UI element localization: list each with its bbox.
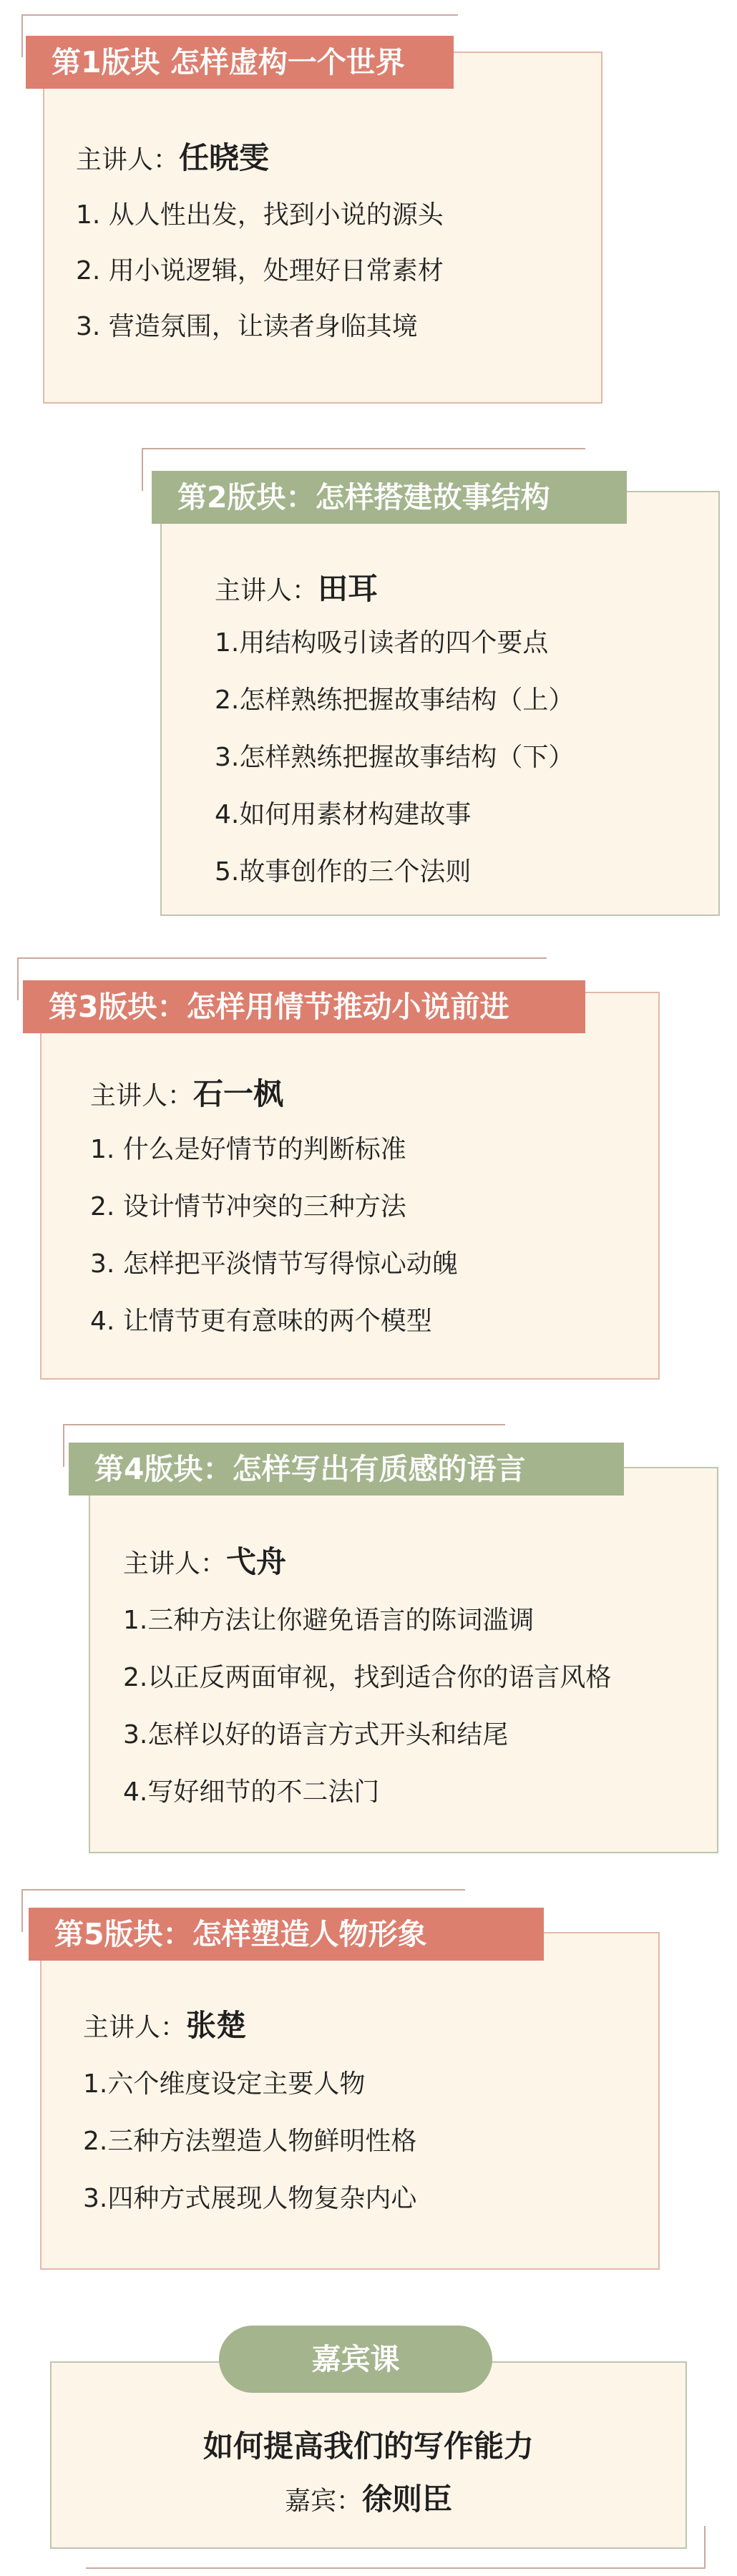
presenter-label: 主讲人： (123, 1549, 227, 1579)
section-card-5 (40, 1932, 660, 2270)
decor-line (704, 2526, 706, 2569)
decor-line (21, 14, 458, 16)
list-item: 2. 用小说逻辑，处理好日常素材 (76, 256, 444, 286)
decor-line (86, 2567, 706, 2569)
list-item: 2.以正反两面审视，找到适合你的语言风格 (123, 1663, 612, 1692)
decor-line (21, 1889, 465, 1890)
list-item: 1. 从人性出发，找到小说的源头 (76, 200, 444, 230)
presenter-name: 任晓雯 (179, 140, 270, 175)
guest-course-title: 如何提高我们的写作能力 (202, 2429, 534, 2464)
list-item: 1.六个维度设定主要人物 (83, 2069, 366, 2099)
decor-line (142, 448, 143, 491)
presenter-label: 主讲人： (83, 2013, 187, 2042)
presenter-name: 张楚 (186, 2008, 247, 2043)
presenter-5 (83, 2002, 246, 2045)
list-item: 3.怎样以好的语言方式开头和结尾 (123, 1720, 509, 1750)
presenter-name: 弋舟 (226, 1544, 287, 1579)
presenter-4 (123, 1538, 286, 1581)
guest-label: 嘉宾： (284, 2487, 362, 2516)
guest-name: 徐则臣 (362, 2482, 453, 2517)
list-item: 2. 设计情节冲突的三种方法 (90, 1192, 406, 1221)
list-item: 3. 怎样把平淡情节写得惊心动魄 (90, 1249, 458, 1279)
list-item: 4. 让情节更有意味的两个模型 (90, 1307, 432, 1336)
presenter-name: 田耳 (318, 571, 379, 606)
list-item: 4.写好细节的不二法门 (123, 1777, 380, 1807)
list-item: 2.三种方法塑造人物鲜明性格 (83, 2127, 417, 2156)
section-title-5: 第5版块：怎样塑造人物形象 (29, 1908, 544, 1961)
decor-line (142, 448, 585, 449)
section-title-4: 第4版块：怎样写出有质感的语言 (69, 1443, 624, 1496)
section-title-3: 第3版块：怎样用情节推动小说前进 (23, 980, 585, 1033)
decor-line (17, 957, 19, 1000)
list-item: 1. 什么是好情节的判断标准 (90, 1135, 406, 1164)
presenter-3 (90, 1070, 283, 1113)
presenter-name: 石一枫 (193, 1076, 284, 1111)
decor-line (21, 1889, 23, 1932)
decor-line (21, 14, 23, 57)
list-item: 2.怎样熟练把握故事结构（上） (215, 686, 575, 715)
section-title-2: 第2版块：怎样搭建故事结构 (152, 471, 627, 524)
section-title-1: 第1版块 怎样虚构一个世界 (26, 36, 454, 89)
decor-line (63, 1424, 64, 1467)
presenter-1 (76, 135, 269, 177)
decor-line (17, 957, 547, 959)
list-item: 3.四种方式展现人物复杂内心 (83, 2184, 417, 2213)
guest-speaker (52, 2476, 685, 2519)
list-item: 4.如何用素材构建故事 (215, 800, 472, 829)
list-item: 3.怎样熟练把握故事结构（下） (215, 743, 575, 772)
presenter-2 (215, 565, 378, 608)
decor-line (63, 1424, 505, 1425)
guest-badge: 嘉宾课 (219, 2326, 492, 2393)
list-item: 1.用结构吸引读者的四个要点 (215, 628, 549, 658)
list-item: 1.三种方法让你避免语言的陈词滥调 (123, 1606, 535, 1635)
list-item: 5.故事创作的三个法则 (215, 857, 472, 887)
presenter-label: 主讲人： (90, 1081, 194, 1111)
list-item: 3. 营造氛围，让读者身临其境 (76, 312, 418, 341)
presenter-label: 主讲人： (215, 576, 318, 605)
presenter-label: 主讲人： (76, 145, 180, 175)
